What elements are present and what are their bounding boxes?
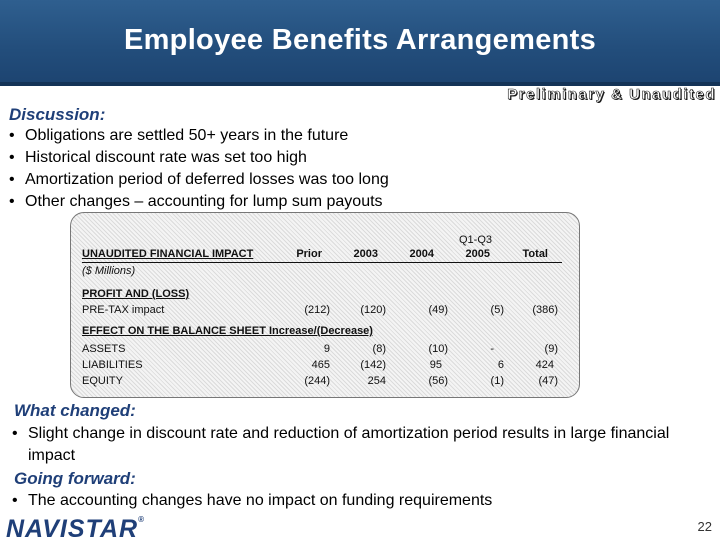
bullet-icon: •: [9, 149, 15, 166]
going-forward-heading: Going forward:: [14, 469, 136, 488]
preliminary-badge: Preliminary & Unaudited: [507, 86, 716, 103]
bullet-icon: •: [12, 492, 18, 509]
cell: (56): [428, 375, 448, 387]
row-label: LIABILITIES: [82, 359, 143, 371]
col-2003: 2003: [353, 248, 378, 260]
table-row: [82, 375, 562, 389]
cell: (1): [490, 375, 504, 387]
row-label: ASSETS: [82, 343, 126, 355]
cell: (212): [304, 304, 330, 316]
table-header-row: [82, 248, 562, 263]
row-label: EQUITY: [82, 375, 123, 387]
discussion-item: • Amortization period of deferred losses was too long: [5, 169, 389, 191]
what-changed-list: [8, 423, 698, 467]
cell: (10): [428, 343, 448, 355]
table-row: [82, 359, 562, 373]
bullet-icon: •: [9, 193, 15, 210]
discussion-item: • Other changes – accounting for lump sum payouts: [5, 191, 389, 213]
cell: (244): [304, 375, 330, 387]
what-changed-item: • Slight change in discount rate and reduction of amortization period results in large financial impact: [12, 425, 670, 464]
bullet-icon: •: [9, 171, 15, 188]
cell: 9: [323, 343, 330, 355]
row-label: PRE-TAX impact: [82, 304, 165, 316]
table-title: UNAUDITED FINANCIAL IMPACT: [82, 248, 254, 260]
cell: 254: [367, 375, 386, 387]
bullet-icon: •: [9, 127, 15, 144]
navistar-logo: NAVISTAR®: [6, 515, 145, 543]
page-number: 22: [697, 519, 712, 534]
cell: 465: [311, 359, 330, 371]
col-total: Total: [522, 248, 548, 260]
units-label: ($ Millions): [82, 265, 136, 277]
cell: -: [490, 343, 494, 355]
cell: (8): [372, 343, 386, 355]
col-2004: 2004: [409, 248, 434, 260]
slide-title: Employee Benefits Arrangements: [123, 24, 597, 56]
what-changed-heading: What changed:: [14, 401, 136, 420]
col-2005: 2005: [465, 248, 490, 260]
table-row: [82, 343, 562, 357]
bs-heading: EFFECT ON THE BALANCE SHEET Increase/(Decrease): [82, 325, 373, 337]
cell: (9): [544, 343, 558, 355]
cell: (386): [532, 304, 558, 316]
discussion-item: • Historical discount rate was set too high: [5, 147, 389, 169]
trademark-icon: ®: [138, 515, 145, 524]
cell: (120): [360, 304, 386, 316]
discussion-list: [5, 125, 389, 213]
discussion-heading: Discussion:: [9, 105, 106, 124]
table-row: [82, 304, 562, 318]
col-prior: Prior: [296, 248, 322, 260]
cell: 6: [497, 359, 504, 371]
pl-heading: PROFIT AND (LOSS): [82, 288, 190, 300]
cell: (47): [538, 375, 558, 387]
going-forward-item: • The accounting changes have no impact on funding requirements: [8, 490, 492, 512]
bullet-icon: •: [12, 425, 18, 442]
going-forward-list: [8, 490, 492, 512]
cell: 95: [429, 359, 442, 371]
cell: 424: [535, 359, 554, 371]
cell: (142): [360, 359, 386, 371]
discussion-item: • Obligations are settled 50+ years in the future: [5, 125, 389, 147]
cell: (5): [490, 304, 504, 316]
cell: (49): [428, 304, 448, 316]
q1-q3-header: Q1-Q3: [459, 234, 493, 246]
